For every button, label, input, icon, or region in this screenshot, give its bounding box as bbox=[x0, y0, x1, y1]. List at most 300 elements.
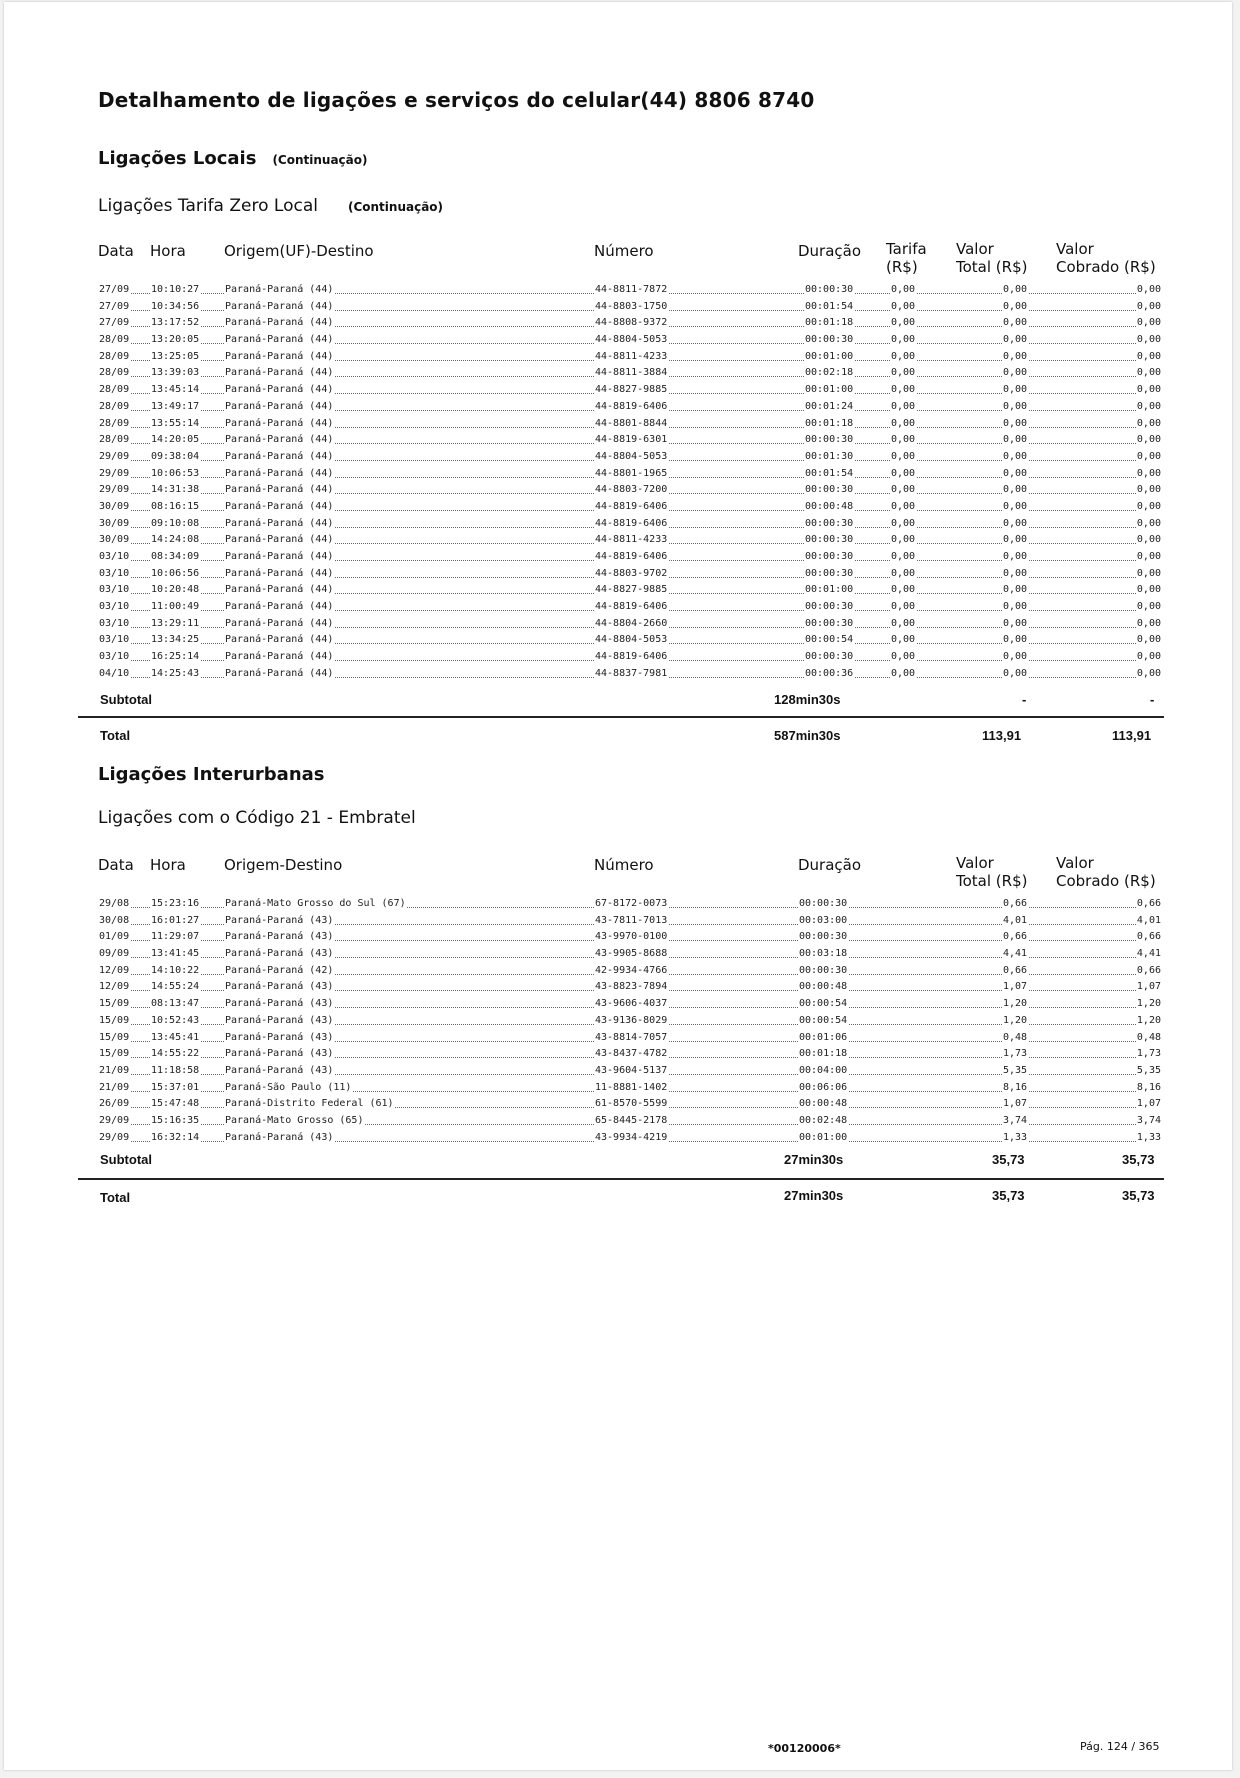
total2-label: Total bbox=[100, 1190, 131, 1205]
cell-hora: 15:47:48 bbox=[150, 1096, 200, 1113]
table-row bbox=[98, 416, 1162, 433]
table-row bbox=[98, 1030, 1162, 1047]
cell-duracao: 00:00:54 bbox=[804, 632, 854, 649]
cell-numero: 43-9136-8029 bbox=[594, 1013, 668, 1030]
cell-numero: 43-9606-4037 bbox=[594, 996, 668, 1013]
cell-origem: Paraná-Paraná (44) bbox=[224, 466, 334, 483]
cell-data: 04/10 bbox=[98, 666, 130, 683]
cell-duracao: 00:00:30 bbox=[804, 482, 854, 499]
cell-total: 1,73 bbox=[1002, 1046, 1028, 1063]
cell-cobrado: 0,66 bbox=[1136, 896, 1162, 913]
cell-numero: 44-8808-9372 bbox=[594, 315, 668, 332]
cell-duracao: 00:00:30 bbox=[804, 282, 854, 299]
col-valor-cobrado: Valor Cobrado (R$) bbox=[1056, 240, 1156, 276]
cell-numero: 43-8823-7894 bbox=[594, 979, 668, 996]
cell-cobrado: 1,20 bbox=[1136, 996, 1162, 1013]
total1-total: 113,91 bbox=[982, 728, 1022, 743]
cell-numero: 43-9604-5137 bbox=[594, 1063, 668, 1080]
cell-data: 28/09 bbox=[98, 399, 130, 416]
cell-origem: Paraná-Paraná (44) bbox=[224, 499, 334, 516]
cell-tarifa: 0,00 bbox=[890, 299, 916, 316]
cell-numero: 44-8803-7200 bbox=[594, 482, 668, 499]
cell-data: 03/10 bbox=[98, 582, 130, 599]
cell-cobrado: 0,00 bbox=[1136, 616, 1162, 633]
cell-numero: 44-8819-6406 bbox=[594, 549, 668, 566]
cell-data: 09/09 bbox=[98, 946, 130, 963]
col-numero: Número bbox=[594, 242, 654, 260]
cell-origem: Paraná-Paraná (44) bbox=[224, 432, 334, 449]
cell-duracao: 00:01:00 bbox=[804, 582, 854, 599]
cell-duracao: 00:02:48 bbox=[798, 1113, 848, 1130]
cell-hora: 14:24:08 bbox=[150, 532, 200, 549]
table-row bbox=[98, 282, 1162, 299]
cell-data: 28/09 bbox=[98, 365, 130, 382]
table-row bbox=[98, 599, 1162, 616]
cell-cobrado: 0,00 bbox=[1136, 632, 1162, 649]
cell-numero: 11-8881-1402 bbox=[594, 1080, 668, 1097]
table-row bbox=[98, 365, 1162, 382]
cell-duracao: 00:00:30 bbox=[804, 599, 854, 616]
cell-data: 28/09 bbox=[98, 349, 130, 366]
table-row bbox=[98, 349, 1162, 366]
cell-cobrado: 0,00 bbox=[1136, 532, 1162, 549]
cell-tarifa: 0,00 bbox=[890, 482, 916, 499]
cell-data: 28/09 bbox=[98, 432, 130, 449]
cell-origem: Paraná-Paraná (44) bbox=[224, 315, 334, 332]
table-row bbox=[98, 929, 1162, 946]
section-interurbanas-title: Ligações Interurbanas bbox=[98, 764, 325, 785]
table-row bbox=[98, 649, 1162, 666]
cell-origem: Paraná-Paraná (44) bbox=[224, 649, 334, 666]
cell-total: 1,07 bbox=[1002, 979, 1028, 996]
cell-hora: 13:25:05 bbox=[150, 349, 200, 366]
cell-numero: 44-8819-6406 bbox=[594, 516, 668, 533]
cell-total: 0,00 bbox=[1002, 499, 1028, 516]
cell-numero: 44-8804-5053 bbox=[594, 632, 668, 649]
cell-origem: Paraná-Paraná (43) bbox=[224, 1063, 334, 1080]
cell-tarifa: 0,00 bbox=[890, 365, 916, 382]
cell-cobrado: 0,48 bbox=[1136, 1030, 1162, 1047]
cell-numero: 44-8801-1965 bbox=[594, 466, 668, 483]
cell-origem: Paraná-Paraná (44) bbox=[224, 516, 334, 533]
cell-hora: 08:16:15 bbox=[150, 499, 200, 516]
cell-numero: 43-9970-0100 bbox=[594, 929, 668, 946]
col2-valor-total: Valor Total (R$) bbox=[956, 854, 1028, 890]
cell-data: 29/09 bbox=[98, 482, 130, 499]
cell-duracao: 00:01:18 bbox=[798, 1046, 848, 1063]
cell-duracao: 00:00:48 bbox=[798, 979, 848, 996]
cell-hora: 15:16:35 bbox=[150, 1113, 200, 1130]
cell-data: 03/10 bbox=[98, 549, 130, 566]
cell-data: 15/09 bbox=[98, 1046, 130, 1063]
cell-hora: 13:34:25 bbox=[150, 632, 200, 649]
cell-numero: 44-8827-9885 bbox=[594, 382, 668, 399]
cell-data: 12/09 bbox=[98, 979, 130, 996]
cell-data: 30/09 bbox=[98, 499, 130, 516]
cell-cobrado: 0,00 bbox=[1136, 416, 1162, 433]
cell-tarifa: 0,00 bbox=[890, 449, 916, 466]
cell-numero: 44-8804-5053 bbox=[594, 449, 668, 466]
col-hora: Hora bbox=[150, 242, 186, 260]
cell-cobrado: 0,00 bbox=[1136, 516, 1162, 533]
cell-total: 0,00 bbox=[1002, 666, 1028, 683]
col2-duracao: Duração bbox=[798, 856, 862, 874]
page-title: Detalhamento de ligações e serviços do celular(44) 8806 8740 bbox=[98, 88, 815, 112]
cell-total: 0,00 bbox=[1002, 616, 1028, 633]
cell-data: 03/10 bbox=[98, 599, 130, 616]
subtotal2-duration: 27min30s bbox=[784, 1152, 844, 1167]
col-data: Data bbox=[98, 242, 134, 260]
subtotal2-total: 35,73 bbox=[992, 1152, 1025, 1167]
cell-origem: Paraná-Paraná (43) bbox=[224, 913, 334, 930]
cell-cobrado: 0,00 bbox=[1136, 365, 1162, 382]
cell-total: 0,00 bbox=[1002, 416, 1028, 433]
cell-duracao: 00:06:06 bbox=[798, 1080, 848, 1097]
cell-data: 28/09 bbox=[98, 332, 130, 349]
section-local-title: Ligações Locais bbox=[98, 148, 257, 169]
cell-tarifa: 0,00 bbox=[890, 499, 916, 516]
cell-origem: Paraná-Paraná (42) bbox=[224, 963, 334, 980]
cell-numero: 44-8811-4233 bbox=[594, 349, 668, 366]
cell-tarifa: 0,00 bbox=[890, 382, 916, 399]
table-row bbox=[98, 549, 1162, 566]
table-row bbox=[98, 315, 1162, 332]
cell-cobrado: 0,00 bbox=[1136, 299, 1162, 316]
cell-tarifa: 0,00 bbox=[890, 516, 916, 533]
cell-duracao: 00:00:30 bbox=[804, 566, 854, 583]
subtotal2-cobrado: 35,73 bbox=[1122, 1152, 1155, 1167]
cell-total: 1,33 bbox=[1002, 1130, 1028, 1147]
cell-cobrado: 0,00 bbox=[1136, 432, 1162, 449]
table-row bbox=[98, 1080, 1162, 1097]
total1-label: Total bbox=[100, 728, 131, 743]
cell-hora: 10:10:27 bbox=[150, 282, 200, 299]
cell-numero: 44-8803-9702 bbox=[594, 566, 668, 583]
cell-origem: Paraná-Paraná (44) bbox=[224, 349, 334, 366]
cell-tarifa: 0,00 bbox=[890, 599, 916, 616]
cell-cobrado: 8,16 bbox=[1136, 1080, 1162, 1097]
subtotal1-cobrado: - bbox=[1150, 692, 1155, 707]
cell-hora: 14:55:22 bbox=[150, 1046, 200, 1063]
cell-total: 0,00 bbox=[1002, 582, 1028, 599]
cell-total: 0,00 bbox=[1002, 399, 1028, 416]
cell-origem: Paraná-Paraná (44) bbox=[224, 566, 334, 583]
cell-duracao: 00:00:54 bbox=[798, 1013, 848, 1030]
cell-tarifa: 0,00 bbox=[890, 532, 916, 549]
cell-cobrado: 0,00 bbox=[1136, 349, 1162, 366]
cell-tarifa: 0,00 bbox=[890, 315, 916, 332]
cell-cobrado: 0,00 bbox=[1136, 382, 1162, 399]
col2-data: Data bbox=[98, 856, 134, 874]
cell-origem: Paraná-Paraná (44) bbox=[224, 299, 334, 316]
table-row bbox=[98, 299, 1162, 316]
cell-duracao: 00:01:00 bbox=[798, 1130, 848, 1147]
table-row bbox=[98, 482, 1162, 499]
table-row bbox=[98, 582, 1162, 599]
cell-origem: Paraná-Paraná (44) bbox=[224, 482, 334, 499]
cell-total: 0,00 bbox=[1002, 532, 1028, 549]
cell-cobrado: 1,20 bbox=[1136, 1013, 1162, 1030]
table-row bbox=[98, 979, 1162, 996]
table-row bbox=[98, 399, 1162, 416]
cell-total: 1,20 bbox=[1002, 1013, 1028, 1030]
cell-total: 0,00 bbox=[1002, 466, 1028, 483]
cell-hora: 11:18:58 bbox=[150, 1063, 200, 1080]
cell-hora: 10:06:53 bbox=[150, 466, 200, 483]
cell-total: 0,00 bbox=[1002, 315, 1028, 332]
cell-cobrado: 0,66 bbox=[1136, 929, 1162, 946]
total2-duration: 27min30s bbox=[784, 1188, 844, 1203]
cell-total: 0,00 bbox=[1002, 382, 1028, 399]
cell-tarifa: 0,00 bbox=[890, 349, 916, 366]
cell-numero: 43-9934-4219 bbox=[594, 1130, 668, 1147]
cell-duracao: 00:00:30 bbox=[804, 516, 854, 533]
cell-origem: Paraná-Paraná (44) bbox=[224, 399, 334, 416]
cell-data: 15/09 bbox=[98, 1030, 130, 1047]
cell-cobrado: 0,00 bbox=[1136, 499, 1162, 516]
cell-hora: 09:38:04 bbox=[150, 449, 200, 466]
cell-data: 03/10 bbox=[98, 616, 130, 633]
cell-origem: Paraná-Paraná (44) bbox=[224, 449, 334, 466]
cell-duracao: 00:01:24 bbox=[804, 399, 854, 416]
table-row bbox=[98, 516, 1162, 533]
cell-hora: 13:45:14 bbox=[150, 382, 200, 399]
col-valor-total: Valor Total (R$) bbox=[956, 240, 1028, 276]
cell-hora: 14:20:05 bbox=[150, 432, 200, 449]
subsection-tarifa-zero bbox=[98, 196, 443, 216]
cell-tarifa: 0,00 bbox=[890, 649, 916, 666]
cell-origem: Paraná-Paraná (43) bbox=[224, 929, 334, 946]
cell-numero: 67-8172-0073 bbox=[594, 896, 668, 913]
cell-total: 4,41 bbox=[1002, 946, 1028, 963]
cell-origem: Paraná-Paraná (43) bbox=[224, 1013, 334, 1030]
bill-page bbox=[4, 2, 1232, 1770]
cell-total: 0,00 bbox=[1002, 516, 1028, 533]
cell-hora: 15:23:16 bbox=[150, 896, 200, 913]
cell-cobrado: 0,00 bbox=[1136, 449, 1162, 466]
cell-numero: 44-8811-7872 bbox=[594, 282, 668, 299]
cell-numero: 44-8827-9885 bbox=[594, 582, 668, 599]
cell-data: 03/10 bbox=[98, 632, 130, 649]
cell-cobrado: 0,00 bbox=[1136, 482, 1162, 499]
table-row bbox=[98, 1013, 1162, 1030]
cell-numero: 43-7811-7013 bbox=[594, 913, 668, 930]
subsection-tarifa-zero-note: (Continuação) bbox=[347, 200, 444, 214]
cell-duracao: 00:00:36 bbox=[804, 666, 854, 683]
cell-duracao: 00:01:00 bbox=[804, 349, 854, 366]
total2-total: 35,73 bbox=[992, 1188, 1025, 1203]
table-row bbox=[98, 632, 1162, 649]
cell-hora: 11:29:07 bbox=[150, 929, 200, 946]
cell-numero: 44-8804-5053 bbox=[594, 332, 668, 349]
cell-origem: Paraná-Paraná (44) bbox=[224, 532, 334, 549]
cell-numero: 44-8819-6301 bbox=[594, 432, 668, 449]
col2-origem: Origem-Destino bbox=[224, 856, 343, 874]
table-row bbox=[98, 896, 1162, 913]
cell-cobrado: 1,07 bbox=[1136, 1096, 1162, 1113]
cell-data: 21/09 bbox=[98, 1080, 130, 1097]
cell-numero: 43-9905-8688 bbox=[594, 946, 668, 963]
cell-origem: Paraná-Mato Grosso (65) bbox=[224, 1113, 364, 1130]
table-row bbox=[98, 1130, 1162, 1147]
table-row bbox=[98, 449, 1162, 466]
cell-numero: 44-8819-6406 bbox=[594, 499, 668, 516]
col-origem: Origem(UF)-Destino bbox=[224, 242, 374, 260]
cell-origem: Paraná-Paraná (43) bbox=[224, 979, 334, 996]
table2-rows bbox=[98, 896, 1162, 1146]
cell-origem: Paraná-Paraná (44) bbox=[224, 382, 334, 399]
cell-hora: 13:55:14 bbox=[150, 416, 200, 433]
cell-cobrado: 0,00 bbox=[1136, 466, 1162, 483]
cell-hora: 13:39:03 bbox=[150, 365, 200, 382]
cell-numero: 44-8819-6406 bbox=[594, 649, 668, 666]
subsection-embratel-title: Ligações com o Código 21 - Embratel bbox=[98, 808, 416, 828]
cell-hora: 13:41:45 bbox=[150, 946, 200, 963]
divider bbox=[78, 716, 1164, 718]
table-row bbox=[98, 566, 1162, 583]
cell-hora: 14:31:38 bbox=[150, 482, 200, 499]
cell-origem: Paraná-Distrito Federal (61) bbox=[224, 1096, 395, 1113]
cell-data: 29/09 bbox=[98, 1113, 130, 1130]
cell-hora: 08:13:47 bbox=[150, 996, 200, 1013]
cell-data: 15/09 bbox=[98, 1013, 130, 1030]
cell-duracao: 00:01:54 bbox=[804, 299, 854, 316]
cell-data: 03/10 bbox=[98, 649, 130, 666]
section-local-note: (Continuação) bbox=[272, 153, 368, 167]
cell-origem: Paraná-Paraná (43) bbox=[224, 946, 334, 963]
cell-origem: Paraná-Paraná (44) bbox=[224, 599, 334, 616]
total1-duration: 587min30s bbox=[774, 728, 841, 743]
cell-data: 27/09 bbox=[98, 299, 130, 316]
cell-duracao: 00:00:30 bbox=[804, 616, 854, 633]
cell-cobrado: 5,35 bbox=[1136, 1063, 1162, 1080]
table-row bbox=[98, 616, 1162, 633]
cell-total: 0,00 bbox=[1002, 349, 1028, 366]
cell-total: 0,66 bbox=[1002, 929, 1028, 946]
cell-duracao: 00:00:30 bbox=[798, 963, 848, 980]
cell-tarifa: 0,00 bbox=[890, 432, 916, 449]
cell-numero: 65-8445-2178 bbox=[594, 1113, 668, 1130]
cell-hora: 14:25:43 bbox=[150, 666, 200, 683]
cell-numero: 44-8837-7981 bbox=[594, 666, 668, 683]
cell-numero: 44-8819-6406 bbox=[594, 599, 668, 616]
cell-cobrado: 3,74 bbox=[1136, 1113, 1162, 1130]
cell-tarifa: 0,00 bbox=[890, 332, 916, 349]
cell-duracao: 00:01:00 bbox=[804, 382, 854, 399]
cell-duracao: 00:00:30 bbox=[804, 532, 854, 549]
cell-cobrado: 0,00 bbox=[1136, 315, 1162, 332]
cell-data: 21/09 bbox=[98, 1063, 130, 1080]
cell-duracao: 00:01:30 bbox=[804, 449, 854, 466]
cell-numero: 44-8811-3884 bbox=[594, 365, 668, 382]
cell-cobrado: 0,00 bbox=[1136, 582, 1162, 599]
cell-duracao: 00:00:30 bbox=[804, 549, 854, 566]
cell-cobrado: 1,73 bbox=[1136, 1046, 1162, 1063]
divider bbox=[78, 1178, 1164, 1180]
col2-numero: Número bbox=[594, 856, 654, 874]
cell-duracao: 00:00:54 bbox=[798, 996, 848, 1013]
table-row bbox=[98, 666, 1162, 683]
cell-duracao: 00:00:48 bbox=[798, 1096, 848, 1113]
cell-total: 0,00 bbox=[1002, 482, 1028, 499]
table-row bbox=[98, 996, 1162, 1013]
cell-total: 4,01 bbox=[1002, 913, 1028, 930]
subsection-tarifa-zero-title: Ligações Tarifa Zero Local bbox=[98, 196, 318, 216]
cell-data: 03/10 bbox=[98, 566, 130, 583]
cell-data: 29/09 bbox=[98, 466, 130, 483]
section-local-heading bbox=[98, 148, 368, 169]
cell-tarifa: 0,00 bbox=[890, 566, 916, 583]
cell-tarifa: 0,00 bbox=[890, 666, 916, 683]
cell-tarifa: 0,00 bbox=[890, 549, 916, 566]
cell-hora: 13:17:52 bbox=[150, 315, 200, 332]
cell-cobrado: 4,01 bbox=[1136, 913, 1162, 930]
cell-tarifa: 0,00 bbox=[890, 466, 916, 483]
cell-total: 0,00 bbox=[1002, 449, 1028, 466]
cell-hora: 13:29:11 bbox=[150, 616, 200, 633]
cell-data: 27/09 bbox=[98, 282, 130, 299]
cell-cobrado: 0,00 bbox=[1136, 282, 1162, 299]
cell-duracao: 00:02:18 bbox=[804, 365, 854, 382]
cell-cobrado: 0,00 bbox=[1136, 332, 1162, 349]
cell-cobrado: 0,00 bbox=[1136, 666, 1162, 683]
cell-total: 0,00 bbox=[1002, 632, 1028, 649]
cell-total: 0,48 bbox=[1002, 1030, 1028, 1047]
cell-numero: 44-8811-4233 bbox=[594, 532, 668, 549]
table-row bbox=[98, 382, 1162, 399]
cell-cobrado: 0,00 bbox=[1136, 649, 1162, 666]
cell-data: 29/09 bbox=[98, 1130, 130, 1147]
cell-total: 0,00 bbox=[1002, 282, 1028, 299]
cell-origem: Paraná-Paraná (44) bbox=[224, 282, 334, 299]
cell-hora: 10:06:56 bbox=[150, 566, 200, 583]
subtotal2-label: Subtotal bbox=[100, 1152, 152, 1167]
cell-total: 0,66 bbox=[1002, 896, 1028, 913]
cell-data: 15/09 bbox=[98, 996, 130, 1013]
cell-duracao: 00:00:30 bbox=[804, 332, 854, 349]
cell-data: 12/09 bbox=[98, 963, 130, 980]
table-row bbox=[98, 1096, 1162, 1113]
cell-numero: 44-8801-8844 bbox=[594, 416, 668, 433]
table-row bbox=[98, 532, 1162, 549]
cell-duracao: 00:01:54 bbox=[804, 466, 854, 483]
cell-origem: Paraná-Paraná (44) bbox=[224, 549, 334, 566]
cell-total: 0,00 bbox=[1002, 432, 1028, 449]
total2-cobrado: 35,73 bbox=[1122, 1188, 1155, 1203]
cell-hora: 16:32:14 bbox=[150, 1130, 200, 1147]
cell-hora: 14:55:24 bbox=[150, 979, 200, 996]
cell-duracao: 00:00:30 bbox=[798, 929, 848, 946]
cell-tarifa: 0,00 bbox=[890, 582, 916, 599]
cell-origem: Paraná-Paraná (43) bbox=[224, 996, 334, 1013]
cell-numero: 43-8814-7057 bbox=[594, 1030, 668, 1047]
cell-duracao: 00:01:18 bbox=[804, 416, 854, 433]
cell-duracao: 00:03:18 bbox=[798, 946, 848, 963]
cell-data: 30/09 bbox=[98, 532, 130, 549]
table1-rows bbox=[98, 282, 1162, 683]
cell-numero: 44-8804-2660 bbox=[594, 616, 668, 633]
table-row bbox=[98, 332, 1162, 349]
cell-origem: Paraná-Mato Grosso do Sul (67) bbox=[224, 896, 407, 913]
cell-data: 01/09 bbox=[98, 929, 130, 946]
cell-origem: Paraná-Paraná (43) bbox=[224, 1130, 334, 1147]
cell-origem: Paraná-Paraná (44) bbox=[224, 616, 334, 633]
cell-cobrado: 0,00 bbox=[1136, 399, 1162, 416]
cell-hora: 09:10:08 bbox=[150, 516, 200, 533]
cell-numero: 43-8437-4782 bbox=[594, 1046, 668, 1063]
cell-total: 1,20 bbox=[1002, 996, 1028, 1013]
cell-hora: 16:25:14 bbox=[150, 649, 200, 666]
